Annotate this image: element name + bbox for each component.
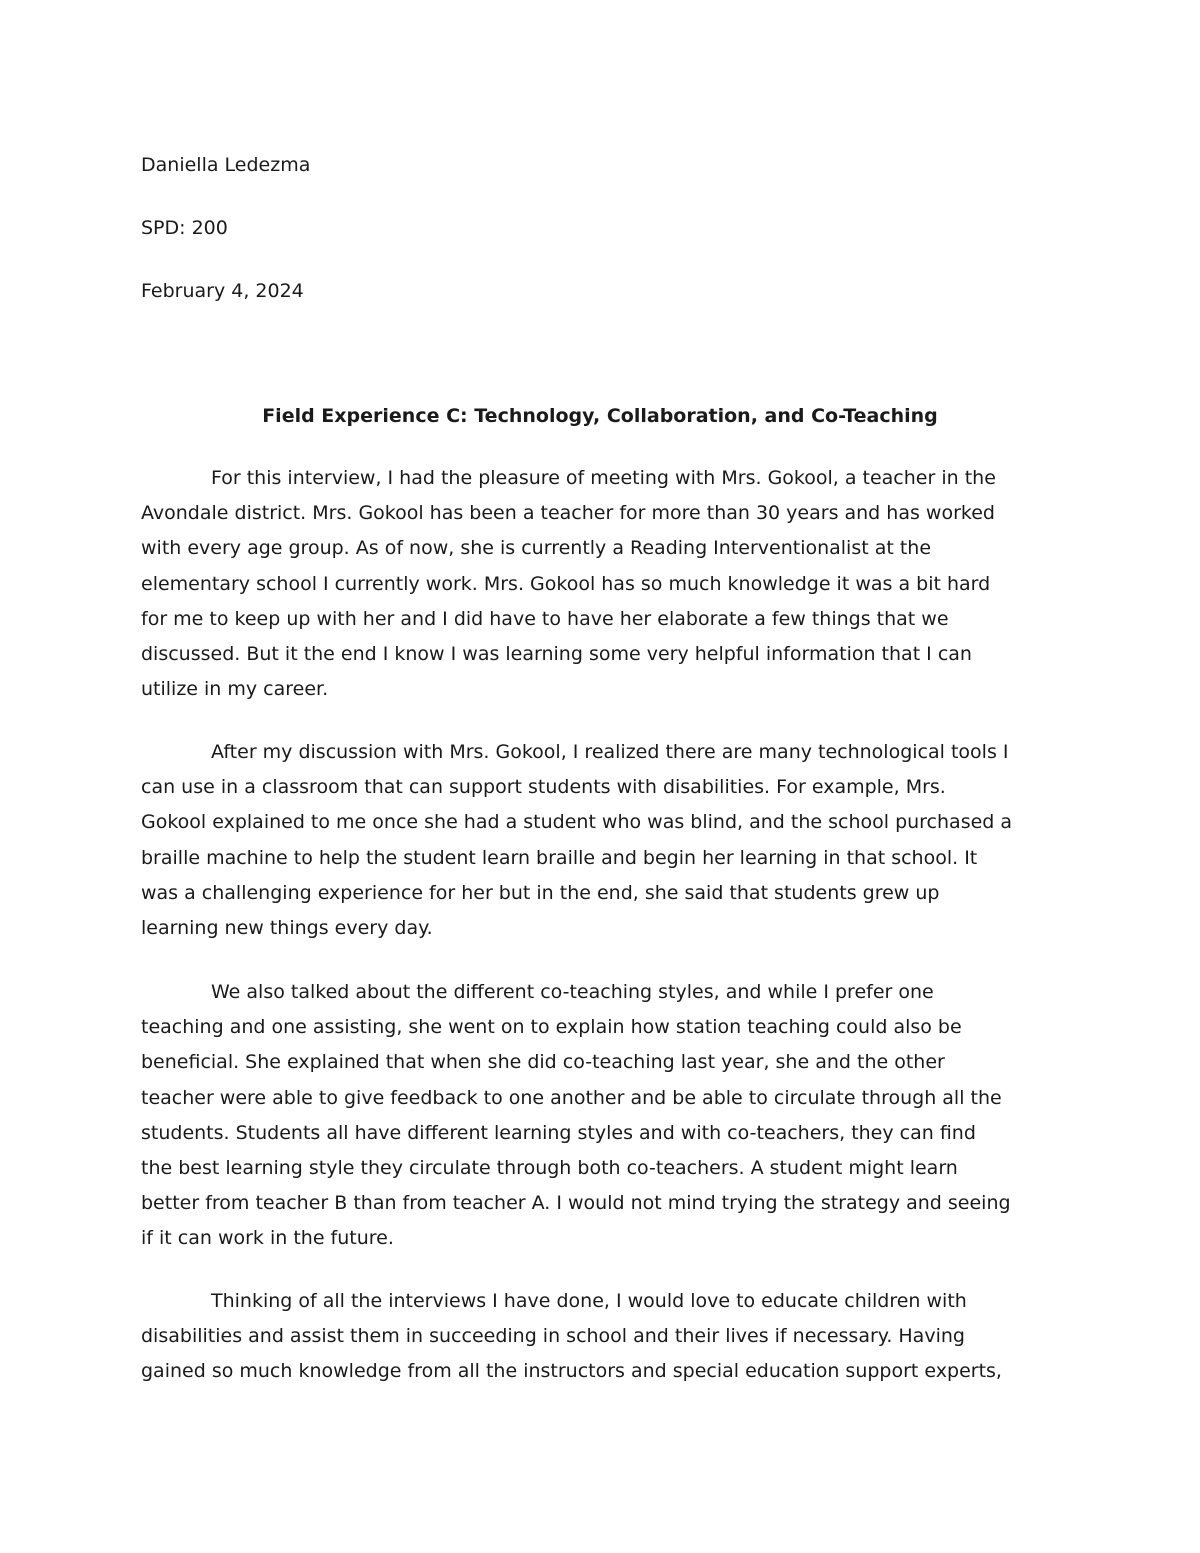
paragraph-3: [141, 980, 1081, 1262]
paragraph-1: [141, 466, 1081, 712]
paragraph-2: [141, 740, 1081, 951]
paragraph-line: teacher were able to give feedback to one another and be able to circulate through all the: [141, 1086, 1002, 1109]
paragraph-line: elementary school I currently work. Mrs. Gokool has so much knowledge it was a bit hard: [141, 572, 991, 595]
paragraph-4: [141, 1289, 1081, 1395]
paragraph-line: utilize in my career.: [141, 678, 329, 701]
paragraph-line: was a challenging experience for her but in the end, she said that students grew up: [141, 881, 940, 904]
paragraph-line: learning new things every day.: [141, 916, 433, 939]
paragraph-line: students. Students all have different learning styles and with co-teachers, they can find: [141, 1121, 976, 1144]
course-code: SPD: 200: [141, 217, 228, 239]
paragraph-line: gained so much knowledge from all the instructors and special education support experts,: [141, 1360, 1002, 1383]
paragraph-line: We also talked about the different co-teaching styles, and while I prefer one: [211, 981, 934, 1003]
paragraph-line: Thinking of all the interviews I have done, I would love to educate children with: [211, 1290, 967, 1312]
paragraph-line: with every age group. As of now, she is currently a Reading Interventionalist at the: [141, 537, 932, 560]
paragraph-line: disabilities and assist them in succeeding in school and their lives if necessary. Having: [141, 1325, 965, 1348]
paragraph-line: Avondale district. Mrs. Gokool has been a teacher for more than 30 years and has worked: [141, 502, 995, 525]
paragraph-line: teaching and one assisting, she went on to explain how station teaching could also be: [141, 1016, 962, 1039]
paragraph-line: better from teacher B than from teacher A. I would not mind trying the strategy and seeing: [141, 1192, 1011, 1215]
paragraph-line: if it can work in the future.: [141, 1227, 394, 1250]
paragraph-line: discussed. But it the end I know I was learning some very helpful information that I can: [141, 642, 972, 665]
paragraph-line: can use in a classroom that can support students with disabilities. For example, Mrs.: [141, 776, 946, 799]
paragraph-line: for me to keep up with her and I did have to have her elaborate a few things that we: [141, 607, 949, 630]
paragraph-line: After my discussion with Mrs. Gokool, I realized there are many technological tools I: [211, 741, 1009, 763]
document-date: February 4, 2024: [141, 280, 304, 302]
document-title: Field Experience C: Technology, Collaboration, and Co-Teaching: [262, 405, 938, 427]
paragraph-line: the best learning style they circulate through both co-teachers. A student might learn: [141, 1156, 958, 1179]
paragraph-line: Gokool explained to me once she had a student who was blind, and the school purchased a: [141, 811, 1013, 834]
paragraph-line: beneficial. She explained that when she did co-teaching last year, she and the other: [141, 1051, 945, 1074]
author-name: Daniella Ledezma: [141, 154, 311, 176]
paragraph-line: braille machine to help the student learn braille and begin her learning in that school. It: [141, 846, 978, 869]
paragraph-line: For this interview, I had the pleasure of meeting with Mrs. Gokool, a teacher in the: [211, 467, 996, 489]
